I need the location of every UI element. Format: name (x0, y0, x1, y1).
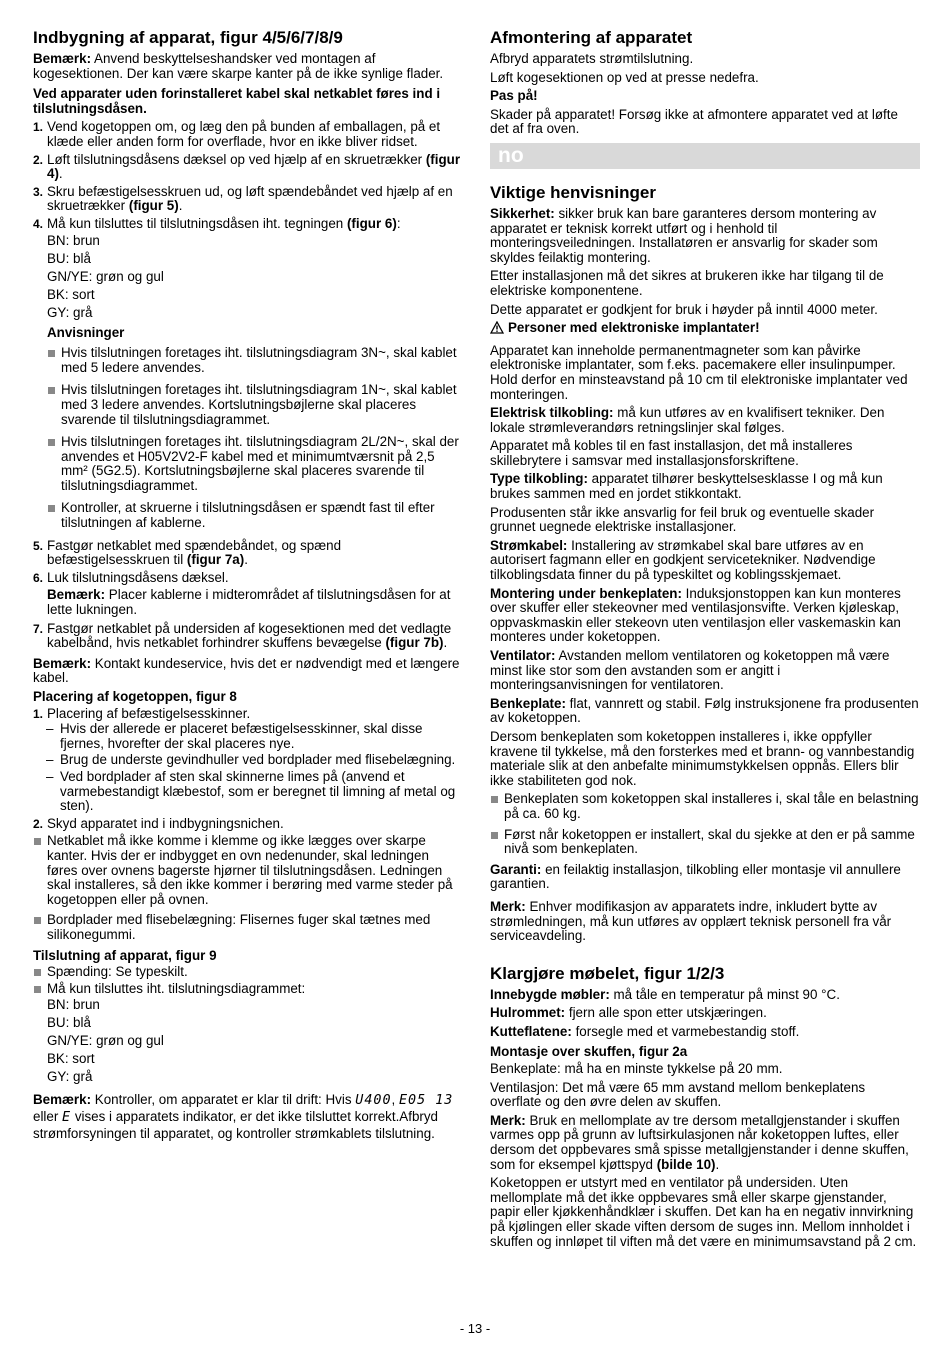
paragraph: Montering under benkeplaten: Induksjonstoppen kan kun monteres over skuffer eller stekeovner med ventilasjonsvifte. Verken kjøleskap, oppvaskmaskin eller stekeovn uten ventilasjon eller vaskemaskin kan monteres under koketoppen. (490, 585, 901, 645)
paragraph: Ventilator: Avstanden mellom ventilatoren og koketoppen må være minst like stor som den avstanden som er angitt i monteringsanvisningen for ventilatoren. (490, 648, 890, 693)
list-item: Bordplader med flisebelægning: Flisernes fuger skal tætnes med silikonegummi. (33, 913, 461, 942)
wire-color: GN/YE: grøn og gul (47, 268, 164, 284)
wire-color: GY: grå (47, 1069, 93, 1085)
paragraph: Skader på apparatet! Forsøg ikke at afmontere apparatet ved at løfte det af fra oven. (490, 106, 898, 137)
subheading-placement: Placering af kogetoppen, figur 8 (33, 689, 237, 704)
list-item: Må kun tilsluttes iht. tilslutningsdiagrammet: (33, 982, 461, 997)
list-item: – Hvis der allerede er placeret befæstigelsesskinner, skal disse fjernes, hvorefter der skal placeres nye. (33, 722, 461, 751)
list-item: Netkablet må ikke komme i klemme og ikke lægges over skarpe kanter. Hvis der er indbygget en ovn nedenunder, skal ledningen føres over ovnens bagerste hjørner til tilslutningsdåsen. Ledningen skal installeres, så den ikke kommer i berøring med varme steder på kogetoppen eller på ovnen. (33, 834, 461, 907)
placement-step-2: 2. Skyd apparatet ind i indbygningsnichen. (33, 815, 284, 831)
step-7: 7. Fastgør netkablet på undersiden af kogesektionen med det vedlagte kabelbånd, hvis netkablet forhindrer skuffens bevægelse (figur 7b). (33, 620, 452, 651)
step-6: 6. Luk tilslutningsdåsens dæksel. (33, 569, 229, 585)
display-code: E05 13 (398, 1093, 454, 1109)
paragraph: Garanti: en feilaktig installasjon, tilkobling eller montasje vil annullere garantien. (490, 861, 901, 892)
paragraph: Benkeplate: må ha en minste tykkelse på 20 mm. (490, 1061, 783, 1077)
note-gloves: Bemærk: Anvend beskyttelseshandsker ved montagen af kogesektionen. Der kan være skarpe kanter på de ikke synlige flader. (33, 51, 444, 81)
section-heading-removal: Afmontering af apparatet (490, 28, 693, 47)
step-1: 1. Vend kogetoppen om, og læg den på bunden af emballagen, på et klæde eller anden form for overflade, hvor en ikke bliver ridset. (33, 119, 441, 149)
final-note: Bemærk: Kontroller, om apparatet er klar til drift: Hvis U400, E05 13 eller E vises i apparatets indikator, er det ikke tilsluttet korrekt.Afbryd strømforsyningen til apparatet, og kontroller strømkablets tilslutning. (33, 1092, 454, 1142)
wire-color: BU: blå (47, 250, 91, 266)
step-5: 5. Fastgør netkablet med spændebåndet, og spænd befæstigelsesskruen til (figur 7a). (33, 537, 342, 568)
implant-warning: Personer med elektroniske implantater! (490, 321, 920, 338)
paragraph: Afbryd apparatets strømtilslutning. (490, 51, 694, 66)
paragraph: Merk: Enhver modifikasjon av apparatets indre, inkludert bytte av strømledningen, må kun utføres av opplært teknisk personell fra vår serviceavdeling. (490, 898, 892, 944)
list-item: – Brug de underste gevindhuller ved bordplader med flisebelægning. (33, 753, 461, 768)
paragraph: Hulrommet: fjern alle spon etter utskjæringen. (490, 1005, 767, 1021)
pas-paa: Pas på! (490, 88, 538, 104)
wire-colors-list (33, 996, 461, 1086)
paragraph: Produsenten står ikke ansvarlig for feil bruk og eventuelle skader grunnet uegnede elektriske installasjoner. (490, 504, 875, 535)
paragraph: Ventilasjon: Det må være 65 mm avstand mellom benkeplatens overflate og den øvre delen av skuffen. (490, 1079, 866, 1110)
display-code: U400 (355, 1093, 392, 1109)
display-code: E (62, 1110, 72, 1126)
paragraph: Sikkerhet: sikker bruk kan bare garanteres dersom montering av apparatet er teknisk korrekt utført og i henhold til monteringsveiledningen. Installatøren er ansvarlig for skader som skyldes feilaktig montering. (490, 205, 878, 265)
paragraph: Benkeplate: flat, vannrett og stabil. Følg instruksjonene fra produsenten av koketoppen. (490, 695, 919, 726)
step-4: 4. Må kun tilsluttes til tilslutningsdåsen iht. tegningen (figur 6): (33, 215, 401, 231)
step-2: 2. Løft tilslutningsdåsens dæksel op ved hjælp af en skruetrækker (figur 4). (33, 151, 461, 182)
paragraph: Innebygde møbler: må tåle en temperatur på minst 90 °C. (490, 986, 840, 1002)
step-3: 3. Skru befæstigelsesskruen ud, og løft spændebåndet ved hjælp af en skruetrækker (figur 5). (33, 183, 453, 214)
paragraph: Apparatet må kobles til en fast installasjon, det må installeres skillebrytere i samsvar med installasjonsforskriftene. (490, 438, 853, 468)
list-item: Hvis tilslutningen foretages iht. tilslutningsdiagram 1N~, skal kablet med 3 ledere anvendes. Kortslutningsbøjlerne skal placeres svarende til tilslutningsdiagrammet. (47, 383, 461, 427)
section-heading-important: Viktige henvisninger (490, 182, 656, 202)
list-item: Spænding: Se typeskilt. (33, 965, 461, 980)
page-number: - 13 - (459, 1321, 491, 1336)
wire-colors-list (33, 232, 461, 322)
subheading-connection: Tilslutning af apparat, figur 9 (33, 947, 217, 963)
paragraph: Dette apparatet er godkjent for bruk i høyder på inntil 4000 meter. (490, 301, 878, 317)
paragraph: Merk: Bruk en mellomplate av tre dersom metallgjenstander i skuffen varmes opp på grunn av luftsirkulasjonen når koketoppen luftes, eller dersom det oppbevares små spisse metallgjenstander i denne skuffen, som for eksempel kjøttspyd (bilde 10). (490, 1112, 909, 1172)
paragraph: Strømkabel: Installering av strømkabel skal bare utføres av en autorisert fagmann eller en godkjent servicetekniker. Nødvendige tilkoblingsdata finner du på typeskiltet og koblingsskjemaet. (490, 537, 876, 583)
subheading-drawer: Montasje over skuffen, figur 2a (490, 1044, 688, 1060)
wire-color: BK: sort (47, 286, 95, 302)
warning-icon (490, 321, 504, 338)
paragraph: Kutteflatene: forsegle med et varmebestandig stoff. (490, 1023, 800, 1039)
left-column (33, 28, 461, 1146)
placement-step-1: 1. Placering af befæstigelsesskinner. (33, 705, 251, 721)
paragraph: Etter installasjonen må det sikres at brukeren ikke har tilgang til de elektriske komponentene. (490, 268, 884, 298)
right-column (490, 28, 920, 1253)
list-item: Først når koketoppen er installert, skal du sjekke at den er på samme nivå som benkeplaten. (490, 828, 920, 857)
list-item: Hvis tilslutningen foretages iht. tilslutningsdiagram 2L/2N~, skal der anvendes et H05V2V2-F kabel med et minimumtværsnit på 2,5 mm² (5G2.5). Kortslutningsbøjlerne skal placeres svarende til tilslutningsdiagrammet. (47, 435, 461, 493)
wire-color: BN: brun (47, 997, 100, 1013)
paragraph: Dersom benkeplaten som koketoppen installeres i, ikke oppfyller kravene til tykkelse, må den forsterkes med et brann- og vannbestandig materiale slik at den anbefalte minimumstykkelsen oppnås. Ellers blir ikke stabiliteten god nok. (490, 728, 915, 788)
bold-intro: Ved apparater uden forinstalleret kabel skal netkablet føres ind i tilslutningsdåsen. (33, 86, 441, 116)
paragraph: Løft kogesektionen op ved at presse nedefra. (490, 69, 759, 85)
step-6-note: Bemærk: Placer kablerne i midterområdet af tilslutningsdåsen for at lette lukningen. (47, 587, 451, 618)
list-item: Benkeplaten som koketoppen skal installeres i, skal tåle en belastning på ca. 60 kg. (490, 792, 920, 821)
list-item: Hvis tilslutningen foretages iht. tilslutningsdiagram 3N~, skal kablet med 5 ledere anvendes. (47, 346, 461, 375)
paragraph: Apparatet kan inneholde permanentmagneter som kan påvirke elektroniske implantater, som f.eks. pacemakere eller insulinpumper. Hold derfor en minsteavstand på 10 cm til elektroniske implantater ved monteringen. (490, 342, 908, 402)
section-heading-installation: Indbygning af apparat, figur 4/5/6/7/8/9 (33, 28, 343, 47)
paragraph: Type tilkobling: apparatet tilhører beskyttelsesklasse I og må kun brukes sammen med en jordet stikkontakt. (490, 471, 883, 502)
section-heading-furniture: Klargjøre møbelet, figur 1/2/3 (490, 963, 725, 983)
paragraph: Elektrisk tilkobling: må kun utføres av en kvalifisert tekniker. Den lokale strømleverandørs retningslinjer skal følges. (490, 405, 885, 435)
wire-color: BU: blå (47, 1015, 91, 1031)
wire-color: BN: brun (47, 232, 100, 248)
list-item: – Ved bordplader af sten skal skinnerne limes på (anvend et varmebestandigt klæbestof, som er beregnet til limning af metal og sten). (33, 770, 461, 814)
wire-color: BK: sort (47, 1051, 95, 1067)
wire-color: GN/YE: grøn og gul (47, 1033, 164, 1049)
note-longer-cable: Bemærk: Kontakt kundeservice, hvis det er nødvendigt med et længere kabel. (33, 655, 460, 686)
language-bar: no (490, 143, 920, 169)
paragraph: Koketoppen er utstyrt med en ventilator på undersiden. Uten mellomplate må det ikke oppbevares små eller skarpe gjenstander, papir eller kjøkkenhåndklær i skuffen. Det kan ha en negativ innvirkning på kjølingen eller skade viften dersom de suges inn. Mellom innholdet i skuffen og innløpet til viften må det være en minimumsavstand på 2 cm. (490, 1175, 917, 1249)
subheading-anvisninger: Anvisninger (47, 324, 125, 340)
list-item: Kontroller, at skruerne i tilslutningsdåsen er spændt fast til efter tilslutningen af kablerne. (47, 501, 461, 530)
wire-color: GY: grå (47, 304, 93, 320)
